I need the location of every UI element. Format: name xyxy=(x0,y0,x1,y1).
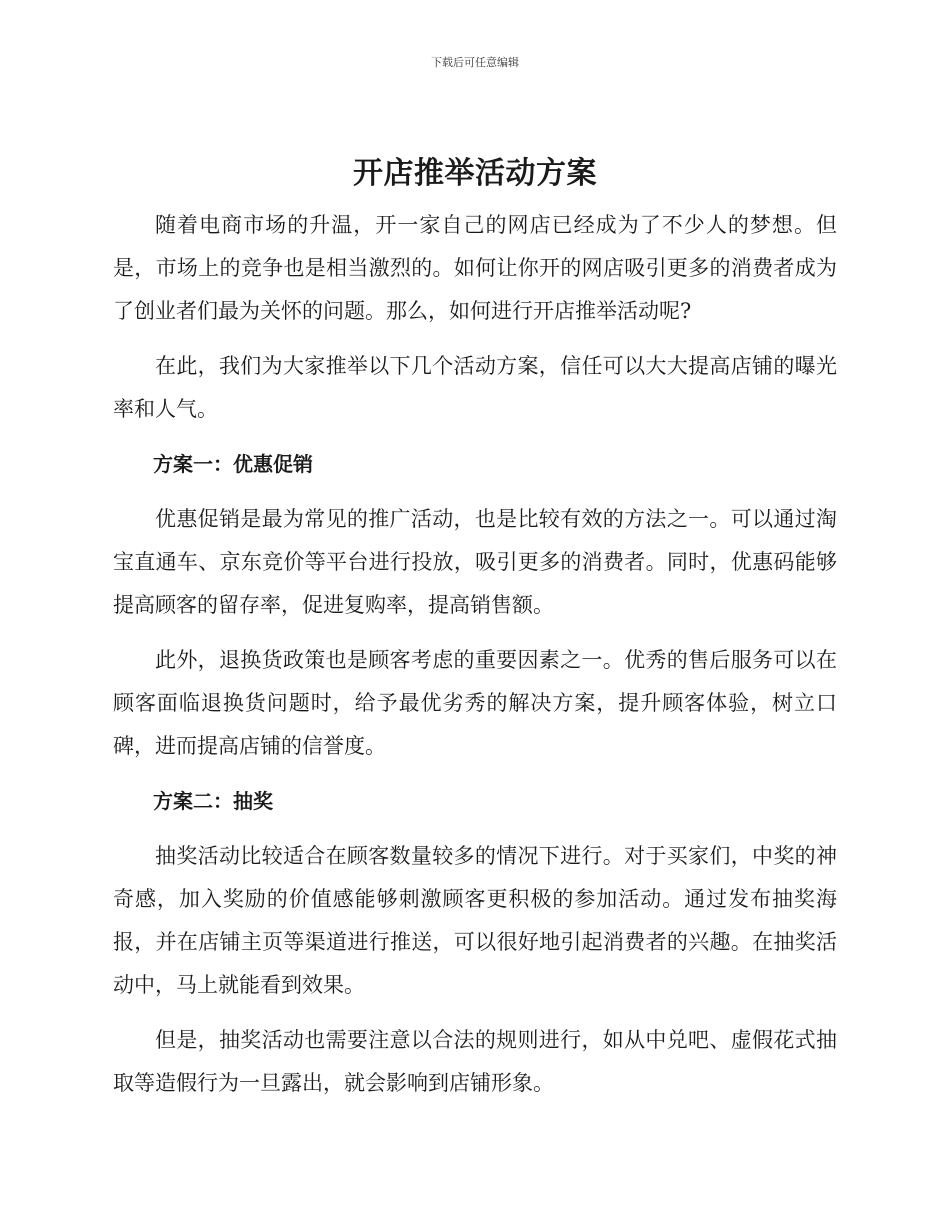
document-body xyxy=(113,152,837,1117)
page-header-note: 下载后可任意编辑 xyxy=(431,56,519,69)
intro-paragraph: 在此，我们为大家推举以下几个活动方案，信任可以大大提高店铺的曝光率和人气。 xyxy=(113,354,837,421)
intro-paragraph: 随着电商市场的升温，开一家自己的网店已经成为了不少人的梦想。但是，市场上的竞争也是相当激烈的。如何让你开的网店吸引更多的消费者成为了创业者们最为关怀的问题。那么，如何进行开店推举活动呢? xyxy=(113,213,837,323)
section-heading: 方案一：优惠促销 xyxy=(153,452,313,476)
section-heading: 方案二：抽奖 xyxy=(153,789,273,813)
document-title: 开店推举活动方案 xyxy=(353,156,597,191)
section-paragraph: 但是，抽奖活动也需要注意以合法的规则进行，如从中兑吧、虚假花式抽取等造假行为一旦露出，就会影响到店铺形象。 xyxy=(113,1028,837,1095)
section-paragraph: 此外，退换货政策也是顾客考虑的重要因素之一。优秀的售后服务可以在顾客面临退换货问题时，给予最优劣秀的解决方案，提升顾客体验，树立口碑，进而提高店铺的信誉度。 xyxy=(113,648,837,758)
section-paragraph: 优惠促销是最为常见的推广活动，也是比较有效的方法之一。可以通过淘宝直通车、京东竞价等平台进行投放，吸引更多的消费者。同时，优惠码能够提高顾客的留存率，促进复购率，提高销售额。 xyxy=(113,507,837,617)
section-paragraph: 抽奖活动比较适合在顾客数量较多的情况下进行。对于买家们，中奖的神奇感，加入奖励的价值感能够刺激顾客更积极的参加活动。通过发布抽奖海报，并在店铺主页等渠道进行推送，可以很好地引起消费者的兴趣。在抽奖活动中，马上就能看到效果。 xyxy=(113,844,837,997)
